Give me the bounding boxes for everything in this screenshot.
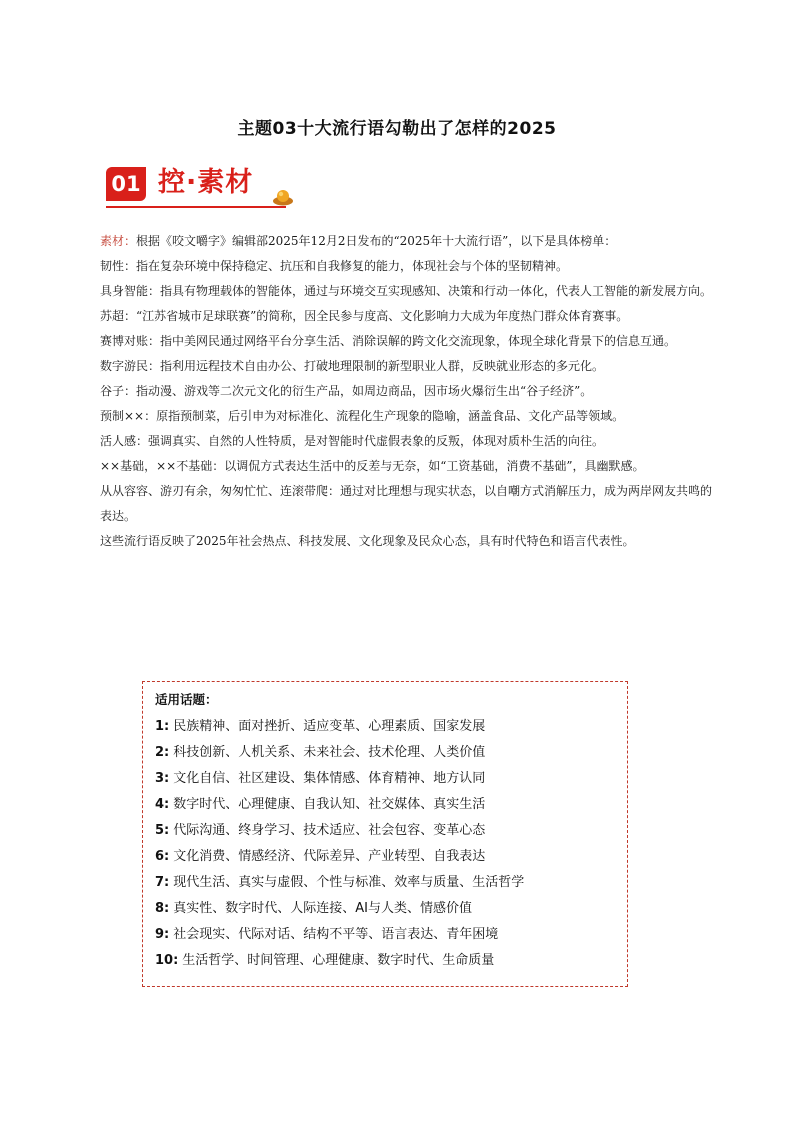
topic-item [155,766,627,792]
topics-heading: 适用话题： [155,692,218,707]
entry-guzi: 谷子：指动漫、游戏等二次元文化的衍生产品，如周边商品，因市场火爆衍生出“谷子经济”。 [100,384,593,398]
applicable-topics-box [142,681,628,987]
topic-item [155,870,627,896]
section-number-badge: 01 [106,167,146,201]
topic-item [155,792,627,818]
topic-text: 数字时代、心理健康、自我认知、社交媒体、真实生活 [173,797,486,812]
gold-ingot-icon [272,188,294,206]
topic-number: 1: [155,719,170,734]
topic-text: 文化消费、情感经济、代际差异、产业转型、自我表达 [173,849,486,864]
topic-number: 4: [155,797,170,812]
material-body [100,229,722,554]
entry-embodied-ai: 具身智能：指具有物理载体的智能体，通过与环境交互实现感知、决策和行动一体化，代表人工智能的新发展方向。 [100,284,713,298]
topic-number: 8: [155,901,170,916]
entry-living-person-feel: 活人感：强调真实、自然的人性特质，是对智能时代虚假表象的反叛，体现对质朴生活的向往。 [100,434,605,448]
entry-su-chao: 苏超：“江苏省城市足球联赛”的简称，因全民参与度高、文化影响力大成为年度热门群众体育赛事。 [100,309,629,323]
topic-item [155,896,627,922]
entry-resilience: 韧性：指在复杂环境中保持稳定、抗压和自我修复的能力，体现社会与个体的坚韧精神。 [100,259,569,273]
topic-item [155,714,627,740]
material-intro [100,229,722,254]
topic-text: 民族精神、面对挫折、适应变革、心理素质、国家发展 [173,719,486,734]
material-label: 素材： [100,234,137,248]
topic-item [155,818,627,844]
entry-prefab: 预制××：原指预制菜，后引申为对标准化、流程化生产现象的隐喻，涵盖食品、文化产品等领域。 [100,409,625,423]
topic-text: 社会现实、代际对话、结构不平等、语言表达、青年困境 [173,927,499,942]
section-underline [106,206,286,208]
topic-item [155,844,627,870]
topic-number: 7: [155,875,170,890]
topic-text: 现代生活、真实与虚假、个性与标准、效率与质量、生活哲学 [173,875,525,890]
topic-number: 3: [155,771,170,786]
topic-number: 2: [155,745,170,760]
topic-text: 科技创新、人机关系、未来社会、技术伦理、人类价值 [173,745,486,760]
topic-number: 5: [155,823,170,838]
topic-text: 文化自信、社区建设、集体情感、体育精神、地方认同 [173,771,486,786]
section-title: 控·素材 [158,167,254,198]
entry-cyber-reconciliation: 赛博对账：指中美网民通过网络平台分享生活、消除误解的跨文化交流现象，体现全球化背景下的信息互通。 [100,334,677,348]
topic-text: 真实性、数字时代、人际连接、AI与人类、情感价值 [173,901,472,916]
topic-item [155,948,627,974]
entry-basic-not-basic: ××基础，××不基础：以调侃方式表达生活中的反差与无奈，如“工资基础，消费不基础”，具幽默感。 [100,459,645,473]
section-header [106,163,296,209]
page-title: 主题03十大流行语勾勒出了怎样的2025 [237,119,557,139]
entry-digital-nomad: 数字游民：指利用远程技术自由办公、打破地理限制的新型职业人群，反映就业形态的多元化。 [100,359,605,373]
topic-item [155,922,627,948]
topic-item [155,740,627,766]
topic-text: 生活哲学、时间管理、心理健康、数字时代、生命质量 [182,953,495,968]
topic-number: 10: [155,953,179,968]
topic-number: 6: [155,849,170,864]
entry-calm-vs-rush: 从从容容、游刃有余，匆匆忙忙、连滚带爬：通过对比理想与现实状态，以自嘲方式消解压力，成为两岸网友共鸣的表达。 [100,484,713,523]
material-intro-text: 根据《咬文嚼字》编辑部2025年12月2日发布的“2025年十大流行语”，以下是具体榜单： [136,234,617,248]
topic-text: 代际沟通、终身学习、技术适应、社会包容、变革心态 [173,823,486,838]
material-summary: 这些流行语反映了2025年社会热点、科技发展、文化现象及民众心态，具有时代特色和语言代表性。 [100,534,635,548]
topic-number: 9: [155,927,170,942]
